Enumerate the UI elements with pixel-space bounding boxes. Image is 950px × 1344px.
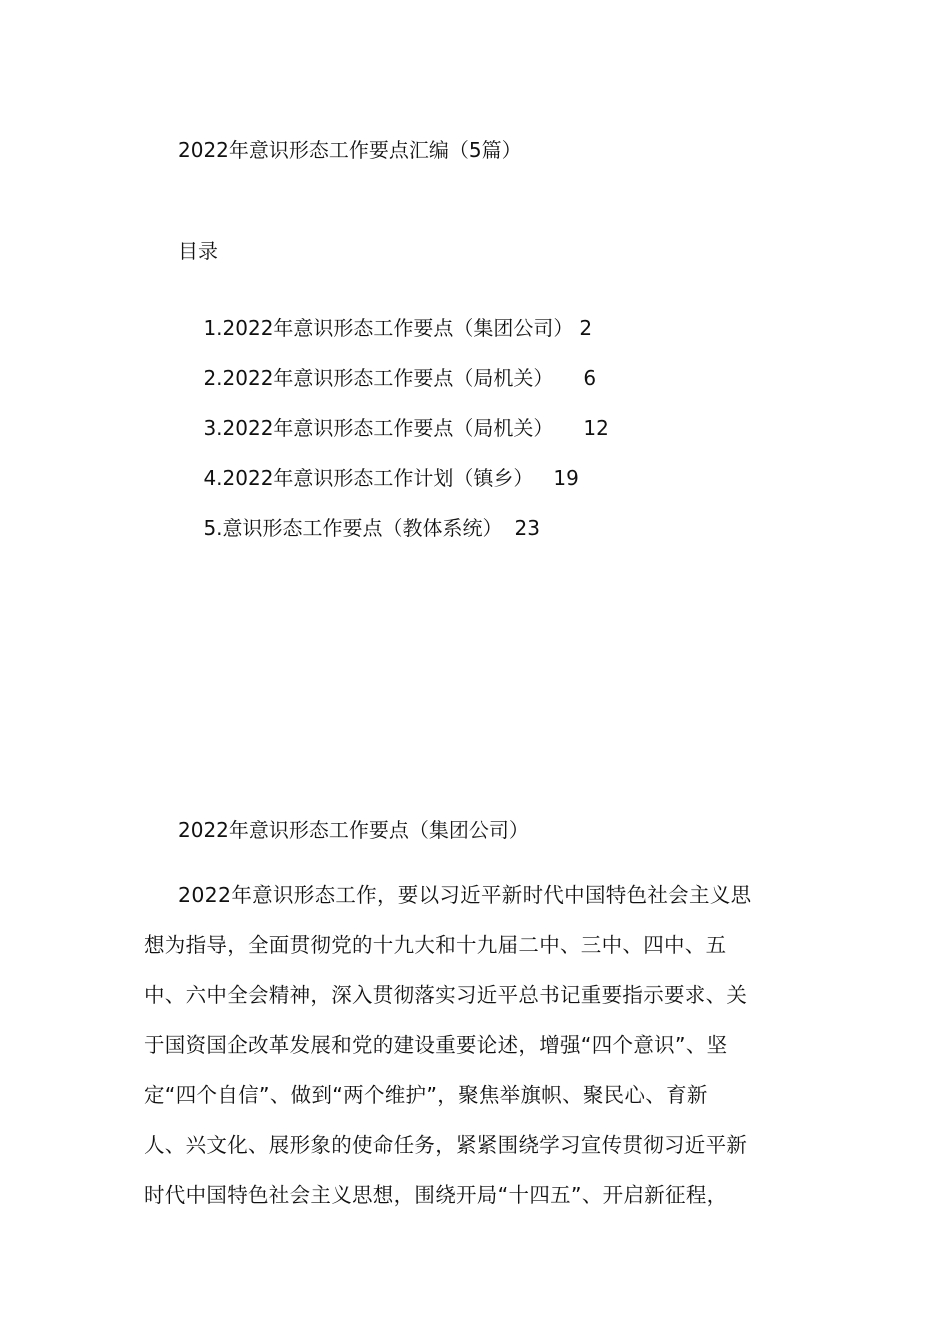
toc-item-page: 2 — [579, 316, 593, 340]
toc-item-page: 19 — [553, 466, 579, 490]
paragraph-line: 于国资国企改革发展和党的建设重要论述，增强“四个意识”、坚 — [144, 1033, 728, 1057]
toc-item-page: 6 — [583, 366, 597, 390]
paragraph-line: 人、兴文化、展形象的使命任务，紧紧围绕学习宣传贯彻习近平新 — [144, 1133, 748, 1157]
toc-item-page: 12 — [583, 416, 609, 440]
section-title: 2022年意识形态工作要点（集团公司） — [178, 818, 529, 842]
toc-heading: 目录 — [178, 239, 218, 263]
paragraph-line: 2022年意识形态工作，要以习近平新时代中国特色社会主义思 — [178, 883, 752, 907]
document-title: 2022年意识形态工作要点汇编（5篇） — [178, 138, 522, 162]
toc-item-label: 4.2022年意识形态工作计划（镇乡） — [203, 466, 534, 490]
toc-item-label: 3.2022年意识形态工作要点（局机关） — [203, 416, 554, 440]
toc-item[interactable] — [178, 486, 540, 570]
paragraph-line: 定“四个自信”、做到“两个维护”，聚焦举旗帜、聚民心、育新 — [144, 1083, 708, 1107]
paragraph-line: 中、六中全会精神，深入贯彻落实习近平总书记重要指示要求、关 — [144, 983, 748, 1007]
toc-item-label: 1.2022年意识形态工作要点（集团公司） — [203, 316, 574, 340]
toc-item-label: 5.意识形态工作要点（教体系统） — [203, 516, 503, 540]
paragraph-line: 时代中国特色社会主义思想，围绕开局“十四五”、开启新征程， — [144, 1183, 728, 1207]
toc-item-page: 23 — [514, 516, 540, 540]
toc-item-label: 2.2022年意识形态工作要点（局机关） — [203, 366, 554, 390]
paragraph-line: 想为指导，全面贯彻党的十九大和十九届二中、三中、四中、五 — [144, 933, 727, 957]
